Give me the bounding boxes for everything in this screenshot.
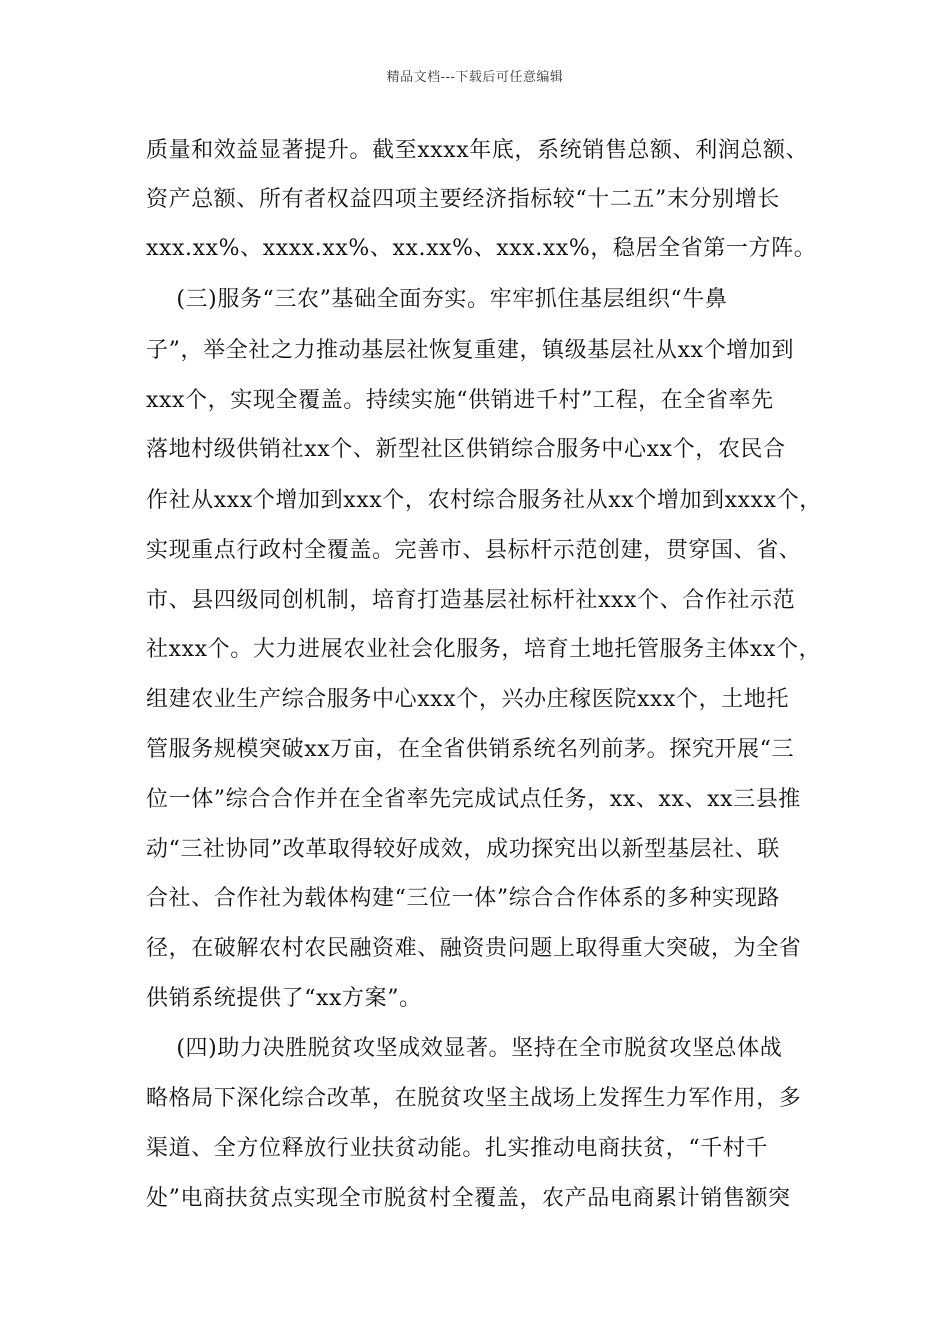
document-line: xxx个，实现全覆盖。持续实施“供销进千村”工程，在全省率先 (146, 388, 774, 413)
document-line: 实现重点行政村全覆盖。完善市、县标杆示范创建，贯穿国、省、 (146, 538, 802, 563)
document-line: xxx.xx%、xxxx.xx%、xx.xx%、xxx.xx%，稳居全省第一方阵。 (146, 236, 817, 261)
document-line: 略格局下深化综合改革，在脱贫攻坚主战场上发挥生力军作用，多 (146, 1086, 802, 1111)
document-line: 社xxx个。大力进展农业社会化服务，培育土地托管服务主体xx个， (146, 637, 822, 662)
document-line: 管服务规模突破xx万亩，在全省供销系统名列前茅。探究开展“三 (146, 737, 795, 762)
document-line: 渠道、全方位释放行业扶贫动能。扎实推动电商扶贫，“千村千 (146, 1136, 769, 1161)
document-line: 落地村级供销社xx个、新型社区供销综合服务中心xx个，农民合 (146, 437, 786, 462)
document-line: 位一体”综合合作并在全省率先完成试点任务，xx、xx、xx三县推 (146, 787, 801, 812)
document-line: 资产总额、所有者权益四项主要经济指标较“十二五”末分别增长 (146, 187, 780, 212)
document-line: 动“三社协同”改革取得较好成效，成功探究出以新型基层社、联 (146, 837, 780, 862)
document-line: 质量和效益显著提升。截至xxxx年底，系统销售总额、利润总额、 (146, 138, 809, 163)
document-line: 径，在破解农村农民融资难、融资贵问题上取得重大突破，为全省 (146, 936, 802, 961)
page-header: 精品文档---下载后可任意编辑 (386, 70, 564, 85)
document-line: 作社从xxx个增加到xxx个，农村综合服务社从xx个增加到xxxx个， (146, 488, 822, 513)
document-line: 子”，举全社之力推动基层社恢复重建，镇级基层社从xx个增加到 (146, 338, 795, 363)
document-line: 处”电商扶贫点实现全市脱贫村全覆盖，农产品电商累计销售额突 (146, 1186, 791, 1211)
document-line: 组建农业生产综合服务中心xxx个，兴办庄稼医院xxx个，土地托 (146, 687, 790, 712)
document-line: 市、县四级同创机制，培育打造基层社标杆社xxx个、合作社示范 (146, 588, 796, 613)
document-line: 合社、合作社为载体构建“三位一体”综合合作体系的多种实现路 (146, 886, 780, 911)
document-line: (四)助力决胜脱贫攻坚成效显著。坚持在全市脱贫攻坚总体战 (146, 1036, 783, 1061)
document-line: (三)服务“三农”基础全面夯实。牢牢抓住基层组织“牛鼻 (146, 287, 728, 312)
document-line: 供销系统提供了“xx方案”。 (146, 986, 422, 1011)
